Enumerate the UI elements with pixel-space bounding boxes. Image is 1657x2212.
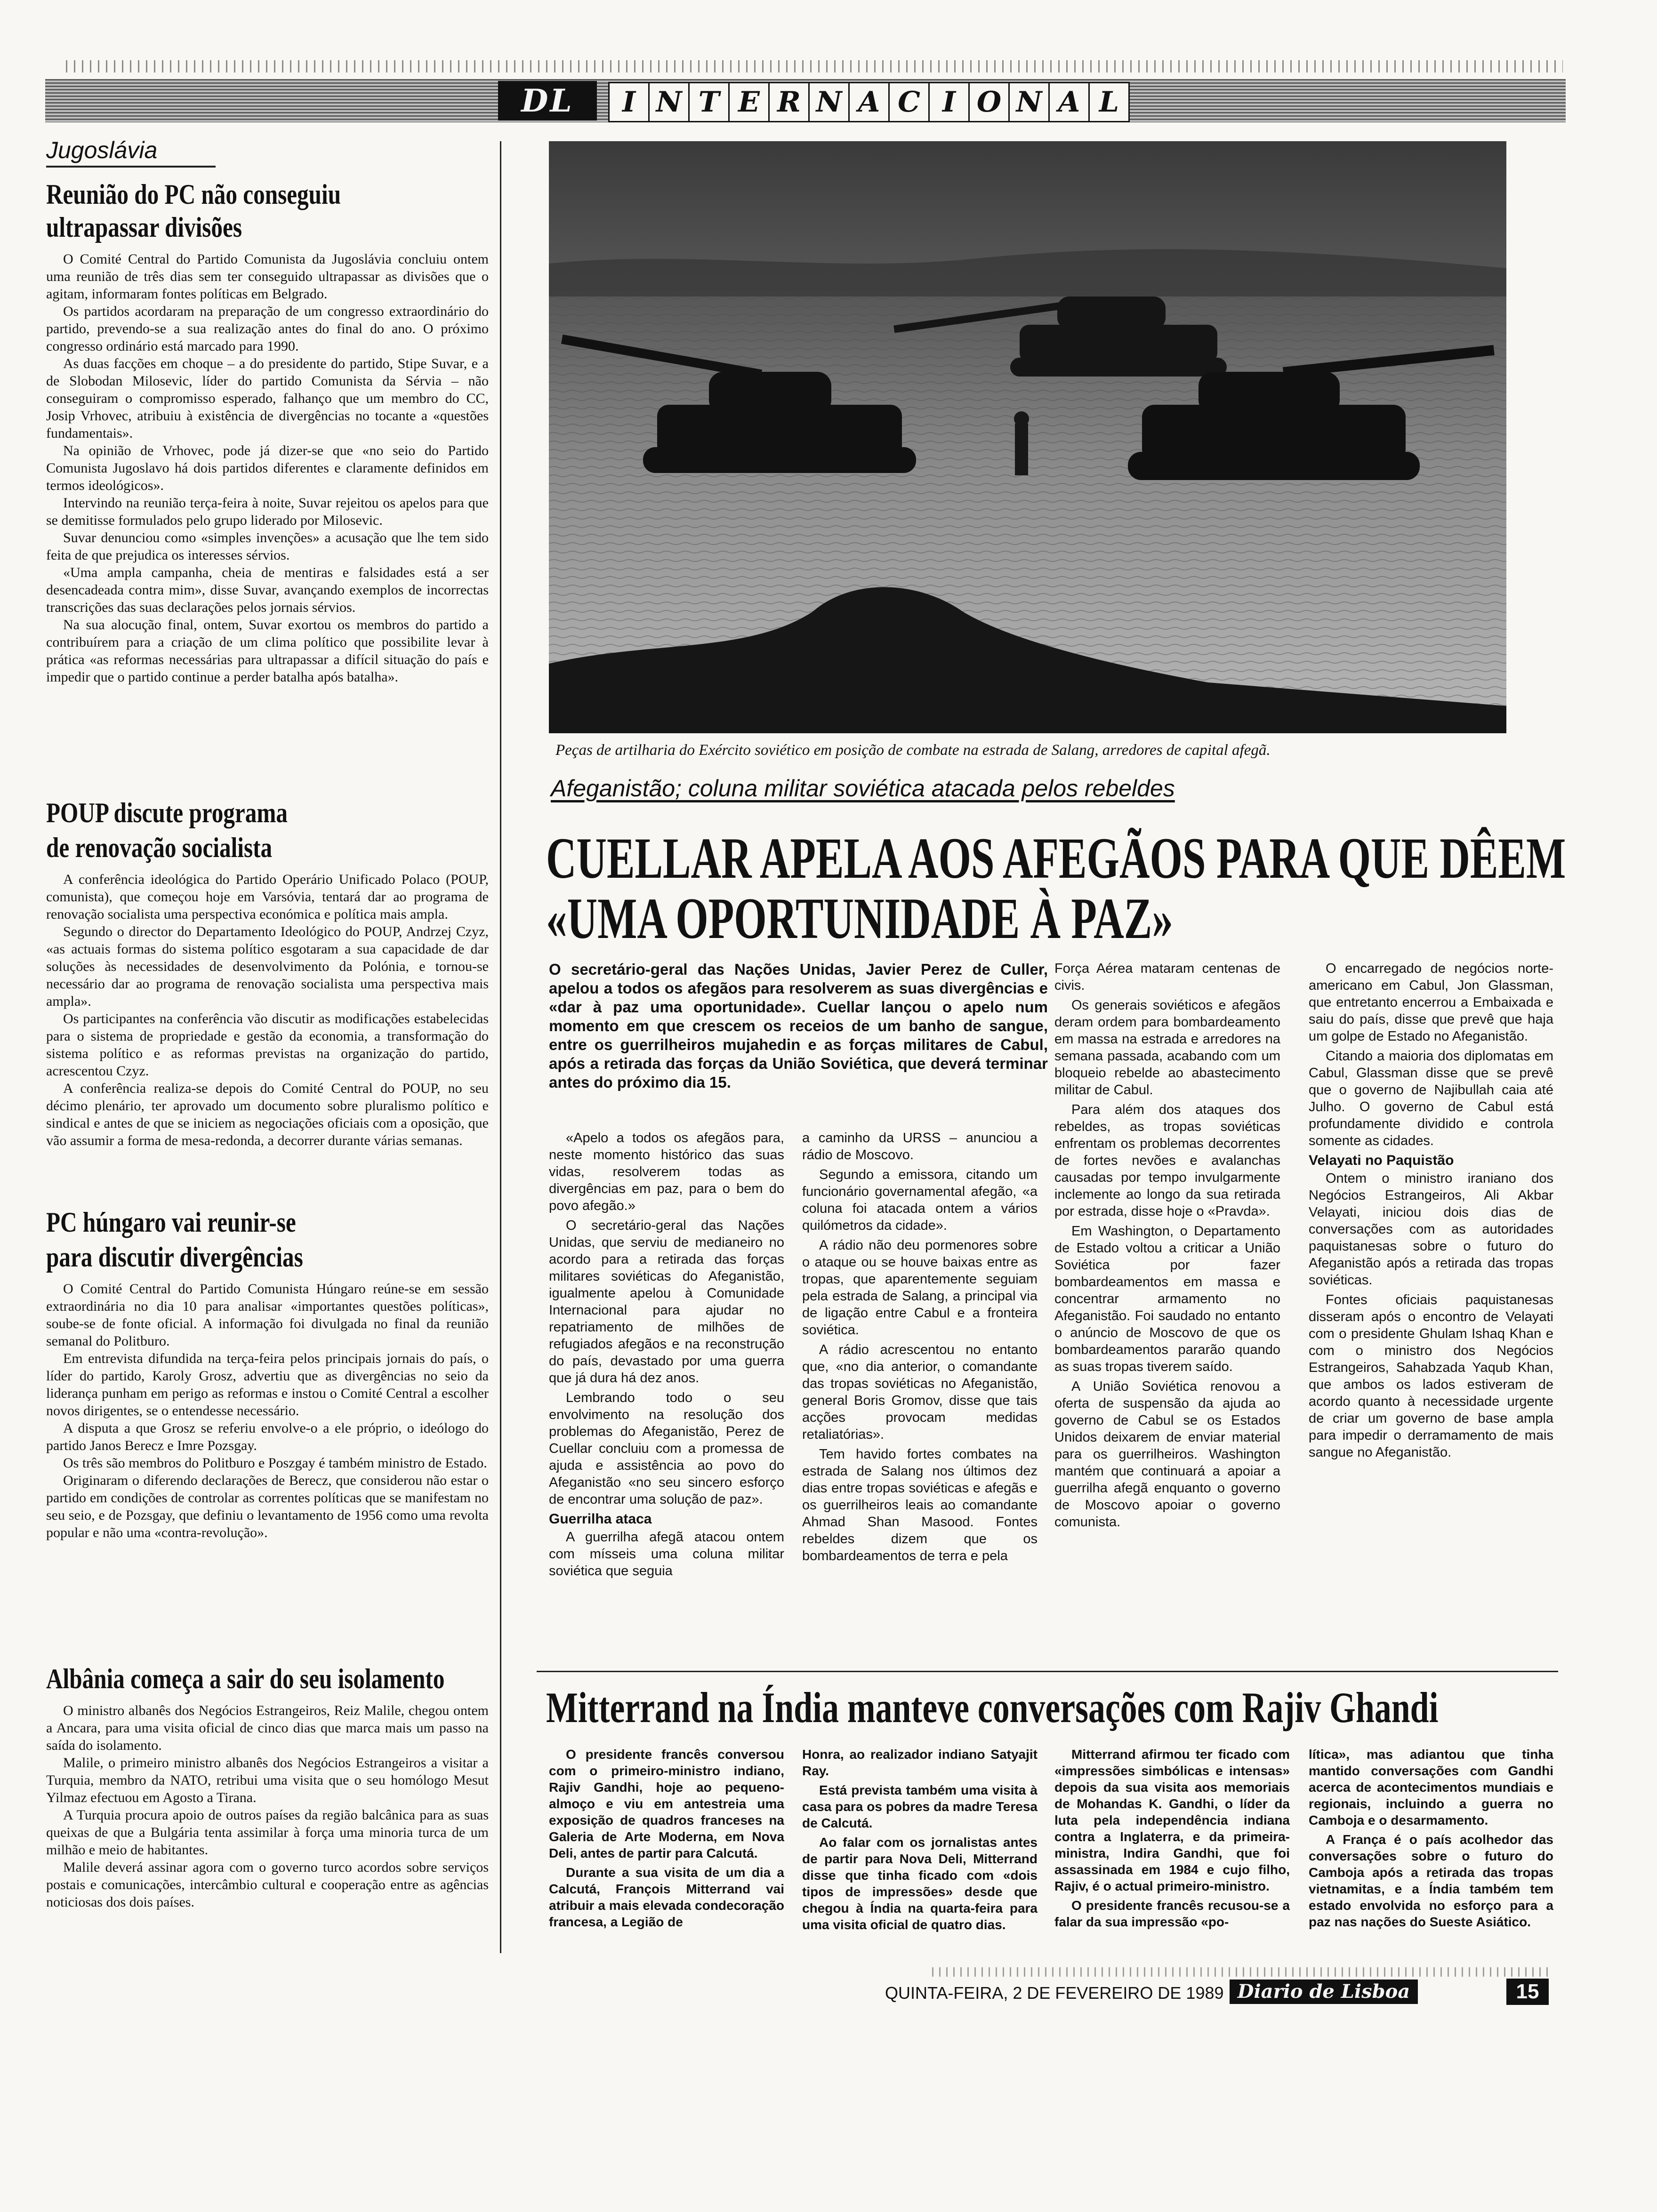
paragraph: A guerrilha afegã atacou ontem com mísseis uma coluna militar soviética que seguia [549,1530,784,1579]
paragraph: Malile deverá assinar agora com o governo turco acordos sobre serviços postais e comunicações, intercâmbio cultural e cooperação entre as agências noticiosas dos dois países. [46,1859,489,1910]
artillery-photo-image [549,141,1506,733]
paragraph: Segundo o director do Departamento Ideológico do POUP, Andrzej Czyz, «as actuais formas do sistema político esgotaram a sua capacidade de dar soluções às necessidades de desenvolvimento da Polónia, e tornou-se necessário dar ao programa de renovação socialista uma perspectiva mais ampla». [46,924,489,1009]
paragraph: O encarregado de negócios norte-americano em Cabul, Jon Glassman, que entretanto encerrou a Embaixada e saiu do país, disse que prevê que haja um golpe de Estado no Afeganistão. [1309,961,1553,1044]
bottom-tick-strip [932,1967,1553,1977]
mitterrand-column-2 [802,1746,1038,1936]
main-column-2 [802,1130,1038,1567]
article-albania [46,1661,489,1911]
paragraph: Tem havido fortes combates na estrada de Salang nos últimos dez dias entre tropas soviéticas e afegãs e os guerrilheiros leais ao comandante Ahmad Shan Masood. Fontes rebeldes dizem que os bombardeamentos de terra e pela [802,1447,1038,1563]
paragraph: Em entrevista difundida na terça-feira pelos principais jornais do país, o líder do partido, Karoly Grosz, advertiu que as divergências no seio da liderança punham em perigo as reformas e instou o Comité Central a escolher novos dirigentes, se o entendesse necessário. [46,1351,489,1419]
article-title: PC húngaro vai reunir-se para discutir divergências [46,1207,303,1273]
paragraph: Os três são membros do Politburo e Poszgay é também ministro de Estado. [63,1455,487,1471]
main-headline: CUELLAR APELA AOS AFEGÃOS PARA QUE DÊEM «UMA OPORTUNIDADE À PAZ» [546,826,1566,951]
section-divider [537,1671,1558,1672]
paragraph: Ao falar com os jornalistas antes de partir para Nova Deli, Mitterrand disse que tinha ficado com «dois tipos de impressões» desde que chegou à Índia na quarta-feira para uma visita oficial de quatro dias. [802,1835,1038,1932]
paragraph: Honra, ao realizador indiano Satyajit Ray. [802,1747,1038,1778]
section-title-letter: L [1088,83,1128,121]
paragraph: lítica», mas adiantou que tinha mantido conversações com Gandhi acerca de acontecimentos mundiais e regionais, incluindo a guerra no Camboja e o desarmamento. [1309,1747,1553,1827]
section-title-letter: N [1008,83,1048,121]
paragraph: Segundo a emissora, citando um funcionário governamental afegão, «a coluna foi atacada ontem a vários quilómetros da cidade». [802,1167,1038,1233]
main-column-1 [549,1130,784,1582]
column-rule [500,141,501,1953]
paragraph: Os participantes na conferência vão discutir as modificações estabelecidas para o sistema de propriedade e gestão da economia, a transformação do sistema político e as reformas previstas na organização do partido, acrescentou Czyz. [46,1011,489,1079]
logo-text: DL [521,82,574,119]
article-body [46,871,489,1149]
paragraph: A União Soviética renovou a oferta de suspensão da ajuda ao governo de Cabul se os Estados Unidos deixarem de enviar material para os guerrilheiros. Washington mantém que continuará a apoiar a guerrilha afegã enquanto o governo de Moscovo apoiar o governo comunista. [1054,1379,1280,1530]
photo-caption: Peças de artilharia do Exército soviético em posição de combate na estrada de Salang, arredores de capital afegã. [555,742,1271,759]
mitterrand-column-1 [549,1746,784,1933]
main-column-4 [1309,960,1553,1464]
section-title-letter: E [728,83,768,121]
section-title [608,82,1130,122]
section-title-letter: I [928,83,968,121]
paragraph: «Uma ampla campanha, cheia de mentiras e falsidades está a ser desencadeada contra mim», disse Suvar, avançando exemplos de incorrectas transcrições das suas declarações pelos jornais sérvios. [46,565,489,615]
footer-paper: Diario de Lisboa [1230,1980,1418,2004]
paragraph: O presidente francês conversou com o primeiro-ministro indiano, Rajiv Gandhi, hoje ao pequeno-almoço e viu em antestreia uma exposição de quadros franceses na Galeria de Arte Moderna, em Nova Deli, antes de partir para Calcutá. [549,1747,784,1860]
paragraph: O presidente francês recusou-se a falar da sua impressão «po- [1054,1898,1290,1929]
paragraph: a caminho da URSS – anunciou a rádio de Moscovo. [802,1130,1038,1162]
section-title-letter: O [968,83,1008,121]
paragraph: Os partidos acordaram na preparação de um congresso extraordinário do partido, prevendo-se a sua realização antes do final do ano. O próximo congresso ordinário está marcado para 1990. [46,304,489,354]
paragraph: A disputa a que Grosz se referiu envolve-o a ele próprio, o ideólogo do partido Janos Berecz e Imre Pozsgay. [46,1420,489,1453]
paragraph: Suvar denunciou como «simples invenções» a acusação que lhe tem sido feita de que prejudica os interesses sérvios. [46,530,489,563]
paragraph: O ministro albanês dos Negócios Estrangeiros, Reiz Malile, chegou ontem a Ancara, para uma visita oficial de cinco dias que marca mais um passo na saída do isolamento. [46,1703,489,1753]
logo-badge [498,81,597,120]
paragraph: Na opinião de Vrhovec, pode já dizer-se que «no seio do Partido Comunista Jugoslavo há dois partidos diferentes e claramente definidos em termos ideológicos». [46,443,489,493]
paragraph: A rádio não deu pormenores sobre o ataque ou se houve baixas entre as tropas, que aparentemente seguiam pela estrada de Salang, a principal via de ligação entre Cabul e a fronteira soviética. [802,1238,1038,1338]
section-title-letter: A [1048,83,1088,121]
paragraph: O Comité Central do Partido Comunista da Jugoslávia concluiu ontem uma reunião de três dias sem ter conseguido ultrapassar as divisões que o agitam, informaram fontes políticas em Belgrado. [46,251,489,302]
country-underline [46,166,216,168]
section-title-letter: C [888,83,928,121]
article-hungary [46,1205,489,1541]
footer-date: QUINTA-FEIRA, 2 DE FEVEREIRO DE 1989 [885,1983,1224,2003]
paragraph: A rádio acrescentou no entanto que, «no dia anterior, o comandante das tropas soviéticas no Afeganistão, general Boris Gromov, disse que tais acções provocam medidas retaliatórias». [802,1342,1038,1442]
paragraph: Força Aérea mataram centenas de civis. [1054,961,1280,993]
article-title: POUP discute programa de renovação socialista [46,797,288,863]
paragraph: A conferência ideológica do Partido Operário Unificado Polaco (POUP, comunista), que começou hoje em Varsóvia, tentará dar ao programa de renovação socialista uma perspectiva económica e política mais ampla. [46,872,489,922]
paragraph: A Turquia procura apoio de outros países da região balcânica para as suas queixas de que a Bulgária tenta assimilar à força uma minoria turca de um milhão e meio de habitantes. [46,1807,489,1858]
paragraph: Para além dos ataques dos rebeldes, as tropas soviéticas enfrentam os problemas decorrentes de fortes nevões e avalanchas causadas por tempo invulgarmente inclemente ao longo da sua retirada por estrada, disse hoje o «Pravda». [1054,1102,1280,1219]
mitterrand-headline: Mitterrand na Índia manteve conversações com Rajiv Ghandi [546,1683,1439,1731]
article-body [46,1280,489,1541]
paragraph: O secretário-geral das Nações Unidas, que serviu de medianeiro no acordo para a retirada das forças militares soviéticas do Afeganistão, igualmente apelou à Comunidade Internacional para ajudar no repatriamento de milhões de refugiados afegãos e na reconstrução do país, devastado por uma guerra que já dura há dez anos. [549,1218,784,1386]
paragraph: Malile, o primeiro ministro albanês dos Negócios Estrangeiros a visitar a Turquia, membro da NATO, retribui uma visita que o seu homólogo Mesut Yilmaz efectuou em Agosto a Tirana. [46,1755,489,1805]
page-number: 15 [1506,1979,1549,2005]
paragraph: Originaram o diferendo declarações de Berecz, que considerou não estar o partido em condições de controlar as correntes políticas que se manifestam no seu seio, e de Pozsgay, que definiu o levantamento de 1956 como uma revolta popular e não uma «contra-revolução». [46,1473,489,1540]
article-poup [46,795,489,1149]
paragraph: Na sua alocução final, ontem, Suvar exortou os membros do partido a contribuírem para a criação de um clima político que possibilite levar à prática «as reformas necessárias para ultrapassar a difícil situação do país e impedir que o partido continue a perder batalha após batalha». [46,617,489,685]
article-title: Albânia começa a sair do seu isolamento [46,1663,445,1694]
top-tick-strip [66,60,1563,72]
paragraph: Citando a maioria dos diplomatas em Cabul, Glassman disse que se prevê que o governo de Najibullah caia até Julho. O governo de Cabul está profundamente dividido e controla somente as cidades. [1309,1049,1553,1148]
paragraph: O Comité Central do Partido Comunista Húngaro reúne-se em sessão extraordinária no dia 10 para analisar «importantes questões políticas», soube-se de fonte oficial. A informação foi divulgada no final da reunião semanal do Politburo. [46,1281,489,1349]
article-body [46,250,489,686]
paragraph: Mitterrand afirmou ter ficado com «impressões simbólicas e intensas» depois da sua visita aos memoriais de Mohandas K. Gandhi, o líder da luta pela independência indiana contra a Inglaterra, e da primeira-ministra, Indira Gandhi, que foi assassinada em 1984 e cujo filho, Rajiv, é o actual primeiro-ministro. [1054,1747,1290,1893]
mitterrand-column-4 [1309,1746,1553,1933]
section-title-letter: R [768,83,808,121]
country-label: Jugoslávia [46,137,158,163]
paragraph: «Apelo a todos os afegãos para, neste momento histórico das suas vidas, resolverem todas as divergências em paz, para o bem do povo afegão.» [549,1130,784,1213]
paragraph: Intervindo na reunião terça-feira à noite, Suvar rejeitou os apelos para que se demitisse formulados pelo grupo liderado por Milosevic. [46,495,489,528]
article-jugoslavia [46,178,489,686]
main-column-3 [1054,960,1280,1533]
article-title: Reunião do PC não conseguiu ultrapassar divisões [46,179,341,243]
paragraph: Está prevista também uma visita à casa para os pobres da madre Teresa de Calcutá. [802,1783,1038,1830]
article-body [46,1702,489,1911]
section-title-letter: T [688,83,728,121]
section-title-letter: A [848,83,888,121]
subheading: Guerrilha ataca [549,1511,652,1527]
mitterrand-column-3 [1054,1746,1290,1933]
paragraph: Fontes oficiais paquistanesas disseram após o encontro de Velayati com o presidente Ghulam Ishaq Khan e com o ministro dos Negócios Estrangeiros, Sahabzada Yaqub Khan, que ambos os lados estiveram de acordo quanto à necessidade urgente de criar um governo de base ampla para impedir o derramamento de mais sangue no Afeganistão. [1309,1292,1553,1460]
paragraph: Em Washington, o Departamento de Estado voltou a criticar a União Soviética por fazer bombardeamentos em massa e concentrar armamento no Afeganistão. Foi saudado no entanto o anúncio de Moscovo de que os bombardeamentos pararão quando as suas tropas tiverem saído. [1054,1224,1280,1374]
paragraph: Os generais soviéticos e afegãos deram ordem para bombardeamento em massa na estrada e arredores na semana passada, acabando com um bloqueio rebelde ao abastecimento militar de Cabul. [1054,998,1280,1098]
artillery-photo [549,141,1506,733]
paragraph: Ontem o ministro iraniano dos Negócios Estrangeiros, Ali Akbar Velayati, iniciou dois dias de conversações com as autoridades paquistanesas sobre o futuro do Afeganistão após a retirada das tropas soviéticas. [1309,1171,1553,1288]
section-title-letter: I [622,86,636,119]
paragraph: As duas facções em choque – a do presidente do partido, Stipe Suvar, e a de Slobodan Milosevic, líder do partido Comunista da Sérvia – não conseguiram o compromisso esperado, falhanço que um membro do CC, Josip Vrhovec, atribuiu à existência de divergências no tocante a «questões fundamentais». [46,356,489,441]
section-title-letter: N [808,83,848,121]
section-title-letter: N [648,83,688,121]
paragraph: Durante a sua visita de um dia a Calcutá, François Mitterrand vai atribuir a mais elevada condecoração francesa, a Legião de [549,1865,784,1929]
paragraph: A França é o país acolhedor das conversações sobre o futuro do Camboja após a retirada das tropas vietnamitas, e a Índia também tem estado envolvida no esforço para a paz nas nações do Sueste Asiático. [1309,1832,1553,1929]
article-kicker: Afeganistão; coluna militar soviética atacada pelos rebeldes [551,775,1175,801]
article-lead: O secretário-geral das Nações Unidas, Javier Perez de Culler, apelou a todos os afegãos para resolverem as suas divergências e «dar à paz uma oportunidade». Cuellar lançou o apelo num momento em que crescem os receios de um banho de sangue, entre os guerrilheiros mujahedin e as forças militares de Cabul, após a retirada das forças da União Soviética, que deverá terminar antes do próximo dia 15. [549,961,1048,1091]
paragraph: Lembrando todo o seu envolvimento na resolução dos problemas do Afeganistão, Perez de Cuellar concluiu com a promessa de ajuda e assistência ao povo do Afeganistão «no seu sincero esforço de encontrar uma solução de paz». [549,1390,784,1507]
subheading: Velayati no Paquistão [1309,1153,1454,1168]
paragraph: A conferência realiza-se depois do Comité Central do POUP, no seu décimo plenário, ter aprovado um documento sobre pluralismo político e sindical e antes de que se iniciem as negociações oficiais com a oposição, que vão assumir a forma de mesa-redonda, a decorrer durante várias semanas. [46,1081,489,1148]
